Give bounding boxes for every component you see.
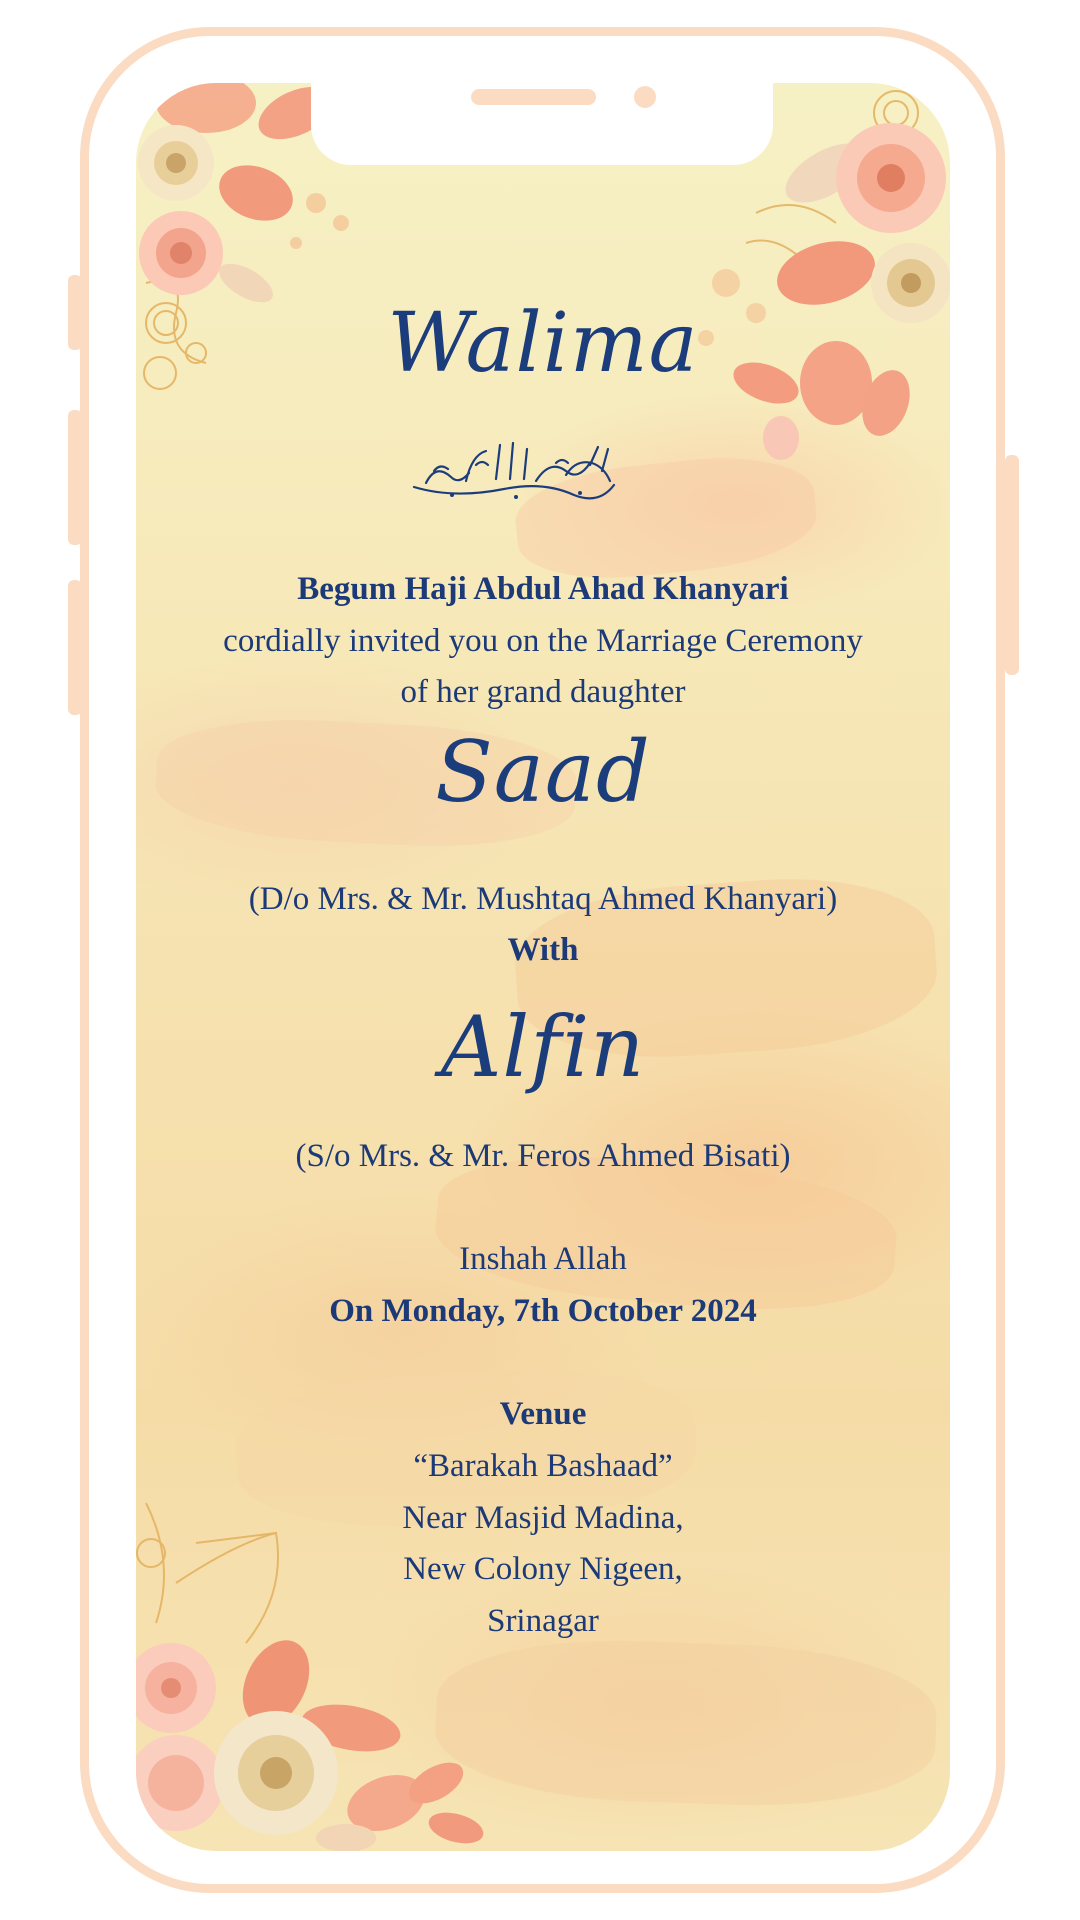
front-camera bbox=[634, 86, 656, 108]
groom-name: Alfin bbox=[440, 998, 646, 1096]
bride-name: Saad bbox=[435, 723, 651, 821]
groom-parents: (S/o Mrs. & Mr. Feros Ahmed Bisati) bbox=[295, 1138, 791, 1174]
venue-line: New Colony Nigeen, bbox=[403, 1551, 683, 1587]
host-name: Begum Haji Abdul Ahad Khanyari bbox=[297, 571, 789, 607]
invite-line-1: cordially invited you on the Marriage Ceremony bbox=[223, 623, 863, 659]
bride-parents: (D/o Mrs. & Mr. Mushtaq Ahmed Khanyari) bbox=[248, 881, 838, 917]
venue-line: Near Masjid Madina, bbox=[402, 1500, 684, 1536]
venue-line: Srinagar bbox=[487, 1603, 599, 1639]
insha-allah: Inshah Allah bbox=[459, 1241, 627, 1277]
invitation-card bbox=[136, 83, 950, 1851]
speaker-grille bbox=[471, 89, 596, 105]
floral-bottom-left-decoration bbox=[136, 1483, 496, 1851]
with-label: With bbox=[507, 932, 579, 968]
venue-line: “Barakah Bashaad” bbox=[413, 1448, 673, 1484]
invite-line-2: of her grand daughter bbox=[400, 674, 686, 710]
event-date: On Monday, 7th October 2024 bbox=[329, 1293, 757, 1329]
power-button bbox=[1005, 455, 1019, 675]
phone-notch bbox=[311, 83, 773, 165]
venue-heading: Venue bbox=[499, 1396, 587, 1432]
bismillah-calligraphy bbox=[406, 435, 626, 505]
event-title: Walima bbox=[387, 296, 699, 391]
watercolor-stroke bbox=[433, 1634, 938, 1811]
